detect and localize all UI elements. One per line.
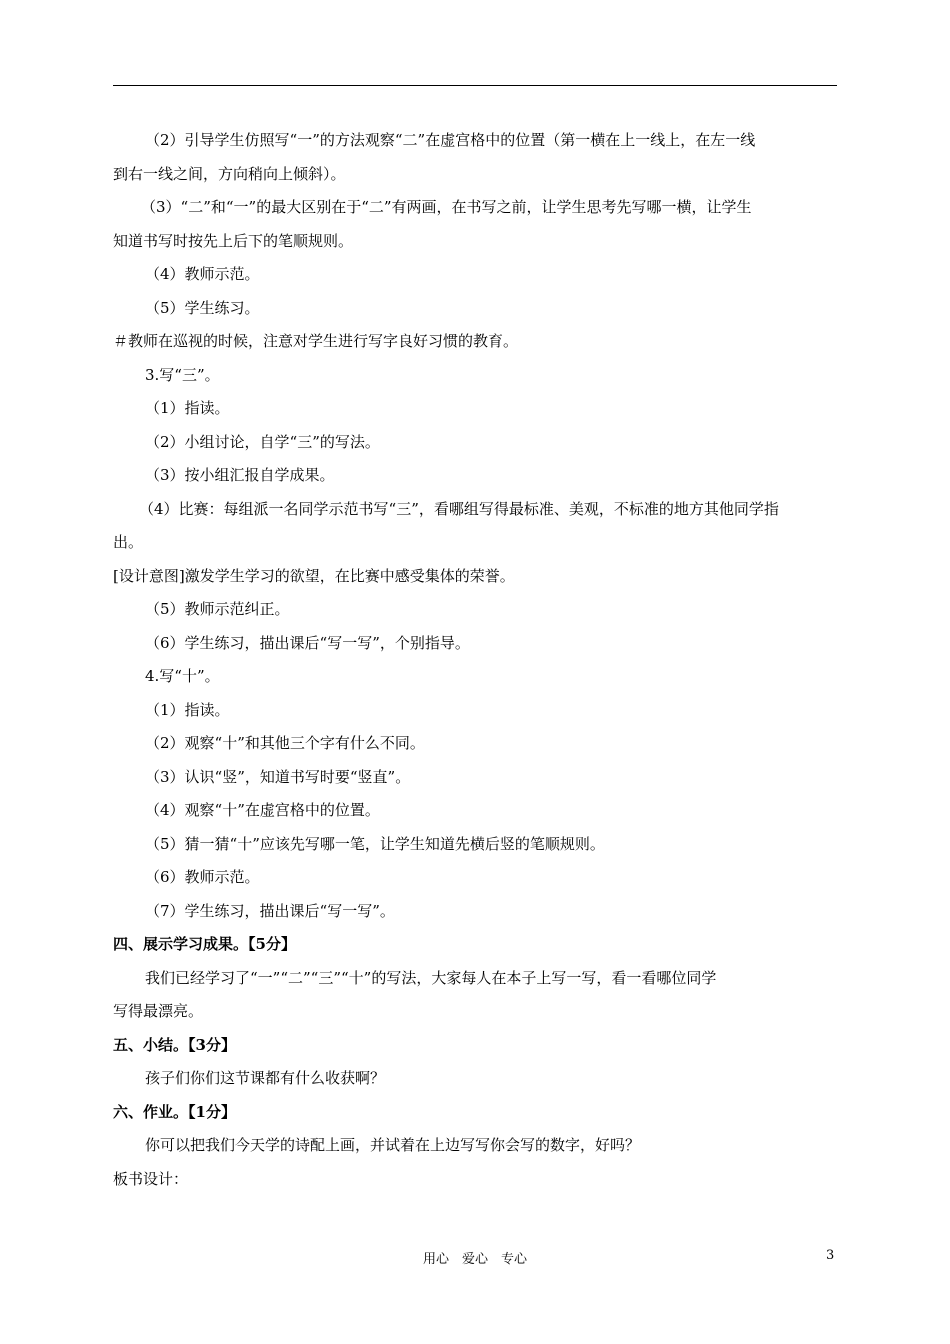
text-line: （2）引导学生仿照写“一”的方法观察“二”在虚宫格中的位置（第一横在上一线上，在左一线 — [145, 131, 756, 149]
text-line: 你可以把我们今天学的诗配上画，并试着在上边写写你会写的数字，好吗？ — [145, 1136, 641, 1154]
text-line: （5）教师示范纠正。 — [145, 600, 290, 618]
text-line: （6）教师示范。 — [145, 868, 260, 886]
document-body — [113, 124, 837, 1196]
text-line: （4）比赛：每组派一名同学示范书写“三”，看哪组写得最标准、美观，不标准的地方其他同学指 — [139, 499, 779, 518]
text-line: （2）观察“十”和其他三个字有什么不同。 — [145, 734, 425, 752]
text-line: （3）按小组汇报自学成果。 — [145, 466, 335, 484]
section-heading: 四、展示学习成果。【5分】 — [113, 935, 296, 953]
header-rule — [113, 85, 837, 86]
text-line: 写得最漂亮。 — [113, 1002, 204, 1020]
text-line: （5）猜一猜“十”应该先写哪一笔，让学生知道先横后竖的笔顺规则。 — [145, 834, 605, 853]
text-line: [设计意图]激发学生学习的欲望，在比赛中感受集体的荣誉。 — [113, 566, 515, 585]
text-line: ＃教师在巡视的时候，注意对学生进行写字良好习惯的教育。 — [113, 332, 519, 350]
text-line: 出。 — [113, 533, 144, 551]
section-heading: 六、作业。【1分】 — [113, 1102, 236, 1121]
text-line: （1）指读。 — [145, 700, 230, 719]
text-line: （1）指读。 — [145, 399, 230, 417]
text-line: 4.写“十”。 — [145, 667, 220, 685]
text-line: （3）“二”和“一”的最大区别在于“二”有两画，在书写之前，让学生思考先写哪一横，让学生 — [141, 198, 752, 216]
text-line: （7）学生练习，描出课后“写一写”。 — [145, 901, 395, 920]
text-line: （2）小组讨论，自学“三”的写法。 — [145, 432, 380, 451]
text-line: 到右一线之间，方向稍向上倾斜）。 — [113, 164, 346, 183]
text-line: （5）学生练习。 — [145, 298, 260, 317]
page-number: 3 — [826, 1248, 835, 1263]
text-line: （3）认识“竖”，知道书写时要“竖直”。 — [145, 767, 411, 786]
section-heading: 五、小结。【3分】 — [113, 1035, 236, 1054]
text-line: （6）学生练习，描出课后“写一写”，个别指导。 — [145, 633, 470, 652]
text-line: 孩子们你们这节课都有什么收获啊？ — [145, 1069, 386, 1087]
footer-motto: 用心 爱心 专心 — [422, 1252, 527, 1267]
text-line: 3.写“三”。 — [145, 365, 220, 384]
text-line: （4）观察“十”在虚宫格中的位置。 — [145, 801, 380, 819]
text-line: 知道书写时按先上后下的笔顺规则。 — [113, 231, 354, 250]
text-line: 我们已经学习了“一”“二”“三”“十”的写法，大家每人在本子上写一写，看一看哪位同学 — [145, 968, 717, 987]
text-line: 板书设计： — [113, 1169, 189, 1188]
text-line: （4）教师示范。 — [145, 265, 260, 283]
